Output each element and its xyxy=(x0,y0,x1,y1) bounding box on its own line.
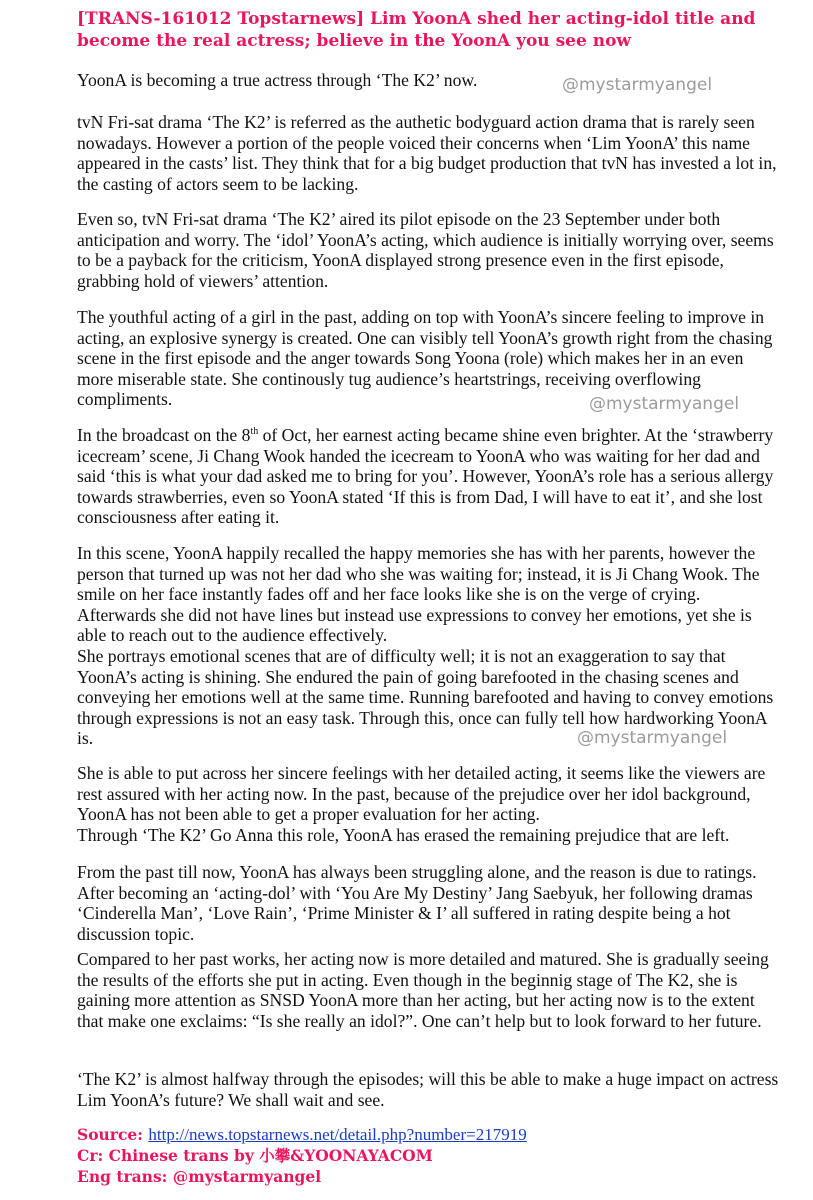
paragraph-conclusion xyxy=(77,1069,782,1110)
paragraph-text: YoonA is becoming a true actress through ‘The K2’ now. xyxy=(77,70,478,90)
chinese-trans-credit: Cr: Chinese trans by 小攀&YOONAYACOM xyxy=(77,1146,433,1165)
source-link[interactable]: http://news.topstarnews.net/detail.php?number=217919 xyxy=(148,1125,527,1144)
ordinal-suffix: th xyxy=(250,426,259,438)
paragraph-text: ‘The K2’ is almost halfway through the episodes; will this be able to make a huge impact on actress Lim YoonA’s future? We shall wait and see. xyxy=(77,1069,779,1110)
eng-trans-credit: Eng trans: @mystarmyangel xyxy=(77,1167,322,1186)
watermark: @mystarmyangel xyxy=(562,75,713,95)
watermark: @mystarmyangel xyxy=(589,394,740,414)
source-line xyxy=(77,1124,792,1145)
paragraph-text: The youthful acting of a girl in the past, adding on top with YoonA’s sincere feeling to improve in acting, an explosive synergy is created. One can visibly tell YoonA’s growth right from the chasing scene in the first episode and the anger towards Song Yoona (role) which makes her in an even more miserable state. She continously tug audience’s heartstrings, receiving overflowing compliments. xyxy=(77,307,773,410)
text-span: of Oct, her earnest acting became shine even brighter. At the ‘strawberry icecream’ scene, Ji Chang Wook handed the icecream to YoonA who was waiting for her dad and said ‘this is what your dad asked me to bring for you’. However, YoonA’s role has a serious allergy towards strawberries, even so YoonA stated ‘If this is from Dad, I will have to eat it’, and she lost consciousness after eating it. xyxy=(77,425,774,528)
paragraph-text xyxy=(77,425,782,528)
watermark: @mystarmyangel xyxy=(577,728,728,748)
paragraph-concerns xyxy=(77,112,782,194)
paragraph-broadcast xyxy=(77,425,782,528)
paragraph-text: She is able to put across her sincere feelings with her detailed acting, it seems like the viewers are rest assured with her acting now. In the past, because of the prejudice over her idol background, YoonA has not been able to get a proper evaluation for her acting. xyxy=(77,763,766,825)
credits xyxy=(77,1124,792,1187)
paragraph-text: She portrays emotional scenes that are of difficulty well; it is not an exaggeration to say that YoonA’s acting is shining. She endured the pain of going barefooted in the chasing scenes and conveying her emotions well at the same time. Running barefooted and having to convey emotions through expressions is not an easy task. Through this, once can fully tell how hardworking YoonA is. xyxy=(77,645,774,749)
paragraph-text: In this scene, YoonA happily recalled the happy memories she has with her parents, however the person that turned up was not her dad who she was waiting for; instead, it is Ji Chang Wook. The smile on her face instantly fades off and her face looks like she is on the verge of crying. Afterwards she did not have lines but instead use expressions to convey her emotions, yet she is able to reach out to the audience effectively. xyxy=(77,543,760,646)
paragraph-ratings xyxy=(77,862,782,944)
paragraph-text: tvN Fri-sat drama ‘The K2’ is referred as the authetic bodyguard action drama that is rarely seen nowadays. However a portion of the people voiced their concerns when ‘Lim YoonA’ this name appeared in the casts’ list. They think that for a big budget production that tvN has invested a lot in, the casting of actors seem to be lacking. xyxy=(77,112,777,194)
paragraph-compared xyxy=(77,949,782,1031)
text-span: In the broadcast on the 8 xyxy=(77,425,251,445)
paragraph-text: From the past till now, YoonA has always been struggling alone, and the reason is due to ratings. After becoming an ‘acting-dol’ with ‘You Are My Destiny’ Jang Saebyuk, her following dramas ‘Cinderella Man’, ‘Love Rain’, ‘Prime Minister & I’ all suffered in rating despite being a hot discussion topic. xyxy=(77,862,757,944)
paragraph-sincere xyxy=(77,763,782,845)
article-title: [TRANS-161012 Topstarnews] Lim YoonA shed her acting-idol title and become the real actress; believe in the YoonA you see now xyxy=(77,9,756,51)
paragraph-text: Through ‘The K2’ Go Anna this role, YoonA has erased the remaining prejudice that are left. xyxy=(77,824,730,845)
source-label: Source: xyxy=(77,1125,149,1144)
paragraph-text: Compared to her past works, her acting now is more detailed and matured. She is gradually seeing the results of the efforts she put in acting. Even though in the beginnig stage of The K2, she is gaining more attention as SNSD YoonA more than her acting, but her acting now is to the extent that make one exclaims: “Is she really an idol?”. One can’t help but to look forward to her future. xyxy=(77,949,769,1031)
paragraph-scene xyxy=(77,543,782,749)
paragraph-pilot xyxy=(77,209,782,291)
paragraph-text: Even so, tvN Fri-sat drama ‘The K2’ aired its pilot episode on the 23 September under both anticipation and worry. The ‘idol’ YoonA’s acting, which audience is initially worrying over, seems to be a payback for the criticism, YoonA displayed strong presence even in the first episode, grabbing hold of viewers’ attention. xyxy=(77,209,774,291)
